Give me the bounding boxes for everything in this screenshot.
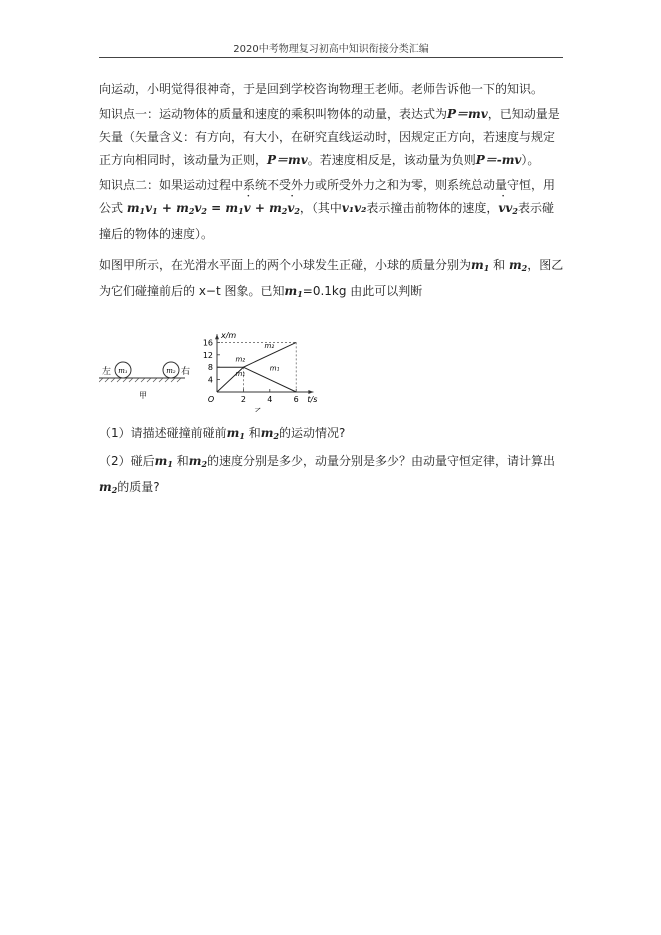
kp2-text-1: 知识点二：如果运动过程中系统不受外力或所受外力之和为零，则系统总动量守恒，用公式 [99, 178, 556, 215]
q2-text-3: 的速度分别是多少，动量分别是多少？由动量守恒定律，请计算出 [207, 454, 556, 468]
ball-m2-label: m₂ [166, 367, 176, 375]
series-line-1 [217, 367, 296, 392]
curve-label-m1-before: m₁ [235, 369, 246, 378]
ball-m1-label: m₁ [118, 367, 128, 375]
momentum-formula-3: P＝-mv [475, 153, 522, 167]
momentum-formula-1: P＝mv [447, 107, 488, 121]
y-axis-arrow [215, 334, 219, 339]
xt-graph [203, 331, 318, 412]
right-label: 右 [181, 367, 191, 377]
header-divider [99, 57, 563, 58]
curve-label-m1-after: m₁ [269, 364, 280, 373]
problem-text-1: 如图甲所示，在光滑水平面上的两个小球发生正碰，小球的质量分别为 [99, 258, 472, 272]
mass-m2-symbol: $m_2$ [508, 258, 528, 273]
series-line-2 [217, 342, 296, 367]
kp1-text-3: 。若速度相反是，该动量为负则 [307, 153, 476, 167]
curve-label-m2-after: m₂ [264, 341, 275, 350]
figure-svg [99, 312, 359, 412]
left-label: 左 [102, 367, 112, 377]
document-body [99, 78, 565, 502]
y-axis-label: x/m [221, 331, 237, 341]
origin-label: O [207, 395, 215, 404]
q1-text-2: 和 [244, 426, 261, 440]
velocity-after-symbols: v $˙v_2$ [498, 201, 518, 215]
caption-yi: 乙 [253, 407, 262, 412]
problem-and: 和 [489, 258, 509, 272]
x-tick-label: 4 [267, 395, 273, 404]
q2-text-1: （2）碰后 [99, 454, 155, 468]
x-tick-label: 6 [293, 395, 299, 404]
q2-m1: $m_1$ [154, 454, 173, 469]
knowledge-point-1 [99, 103, 565, 172]
page-header: 2020中考物理复习初高中知识衔接分类汇编 [233, 44, 429, 55]
q1-text-3: 的运动情况? [279, 426, 346, 440]
momentum-formula-2: P＝mv [267, 153, 308, 167]
kp2-text-2: ，（其中 [299, 201, 342, 215]
q2-m2: $m_2$ [188, 454, 208, 469]
q2-m2-again: $m_2$ [99, 480, 118, 495]
y-tick-label: 12 [202, 350, 213, 360]
kp1-text-2: ，已知动量是矢量（矢量含义：有方向，有大小，在研究直线运动时，因规定正方向，若速度与规定正方向相同时，该动量为正则， [99, 107, 560, 167]
problem-text-2: ，图乙为它们碰撞前后的 x−t 图象。已知 [99, 258, 564, 298]
velocity-before-symbols: v₁v₂ [341, 201, 367, 215]
kp2-text-3: 表示撞击前物体的速度， [366, 201, 499, 215]
x-axis-arrow [308, 390, 313, 394]
q2-text-4: 的质量? [117, 480, 160, 494]
problem-text-3: =0.1kg 由此可以判断 [302, 284, 423, 298]
kp2-text-4: 表示碰撞后的物体的速度）。 [99, 201, 554, 241]
q1-m1: $m_1$ [226, 426, 245, 441]
conservation-formula: $m_1v_1 + m_2v_2 = m_1v$ ˙ + $m_2v$ $˙_2$ [127, 201, 300, 215]
caption-jia: 甲 [139, 391, 147, 400]
collision-figure [99, 312, 359, 412]
problem-statement [99, 254, 565, 306]
kp1-text-4: ）。 [521, 153, 540, 167]
intro-paragraph: 向运动，小明觉得很神奇，于是回到学校咨询物理王老师。老师告诉他一下的知识。 [99, 82, 544, 96]
y-tick-label: 8 [207, 363, 213, 373]
kp1-text-1: 知识点一：运动物体的质量和速度的乘积叫物体的动量，表达式为 [99, 107, 448, 121]
question-2 [99, 450, 565, 502]
mass-m1-symbol-2: $m_1$ [284, 284, 303, 299]
y-tick-label: 4 [207, 375, 213, 385]
mass-m1-symbol: $m_1$ [471, 258, 490, 273]
x-axis-label: t/s [307, 395, 318, 404]
y-tick-label: 16 [202, 338, 213, 348]
knowledge-point-2 [99, 174, 565, 246]
ground-hatching [99, 378, 181, 382]
q1-text-1: （1）请描述碰撞前碰前 [99, 426, 227, 440]
curve-label-m2-before: m₂ [235, 355, 246, 364]
q1-m2: $m_2$ [260, 426, 280, 441]
x-tick-label: 2 [240, 395, 246, 404]
q2-text-2: 和 [172, 454, 189, 468]
question-1 [99, 422, 565, 448]
